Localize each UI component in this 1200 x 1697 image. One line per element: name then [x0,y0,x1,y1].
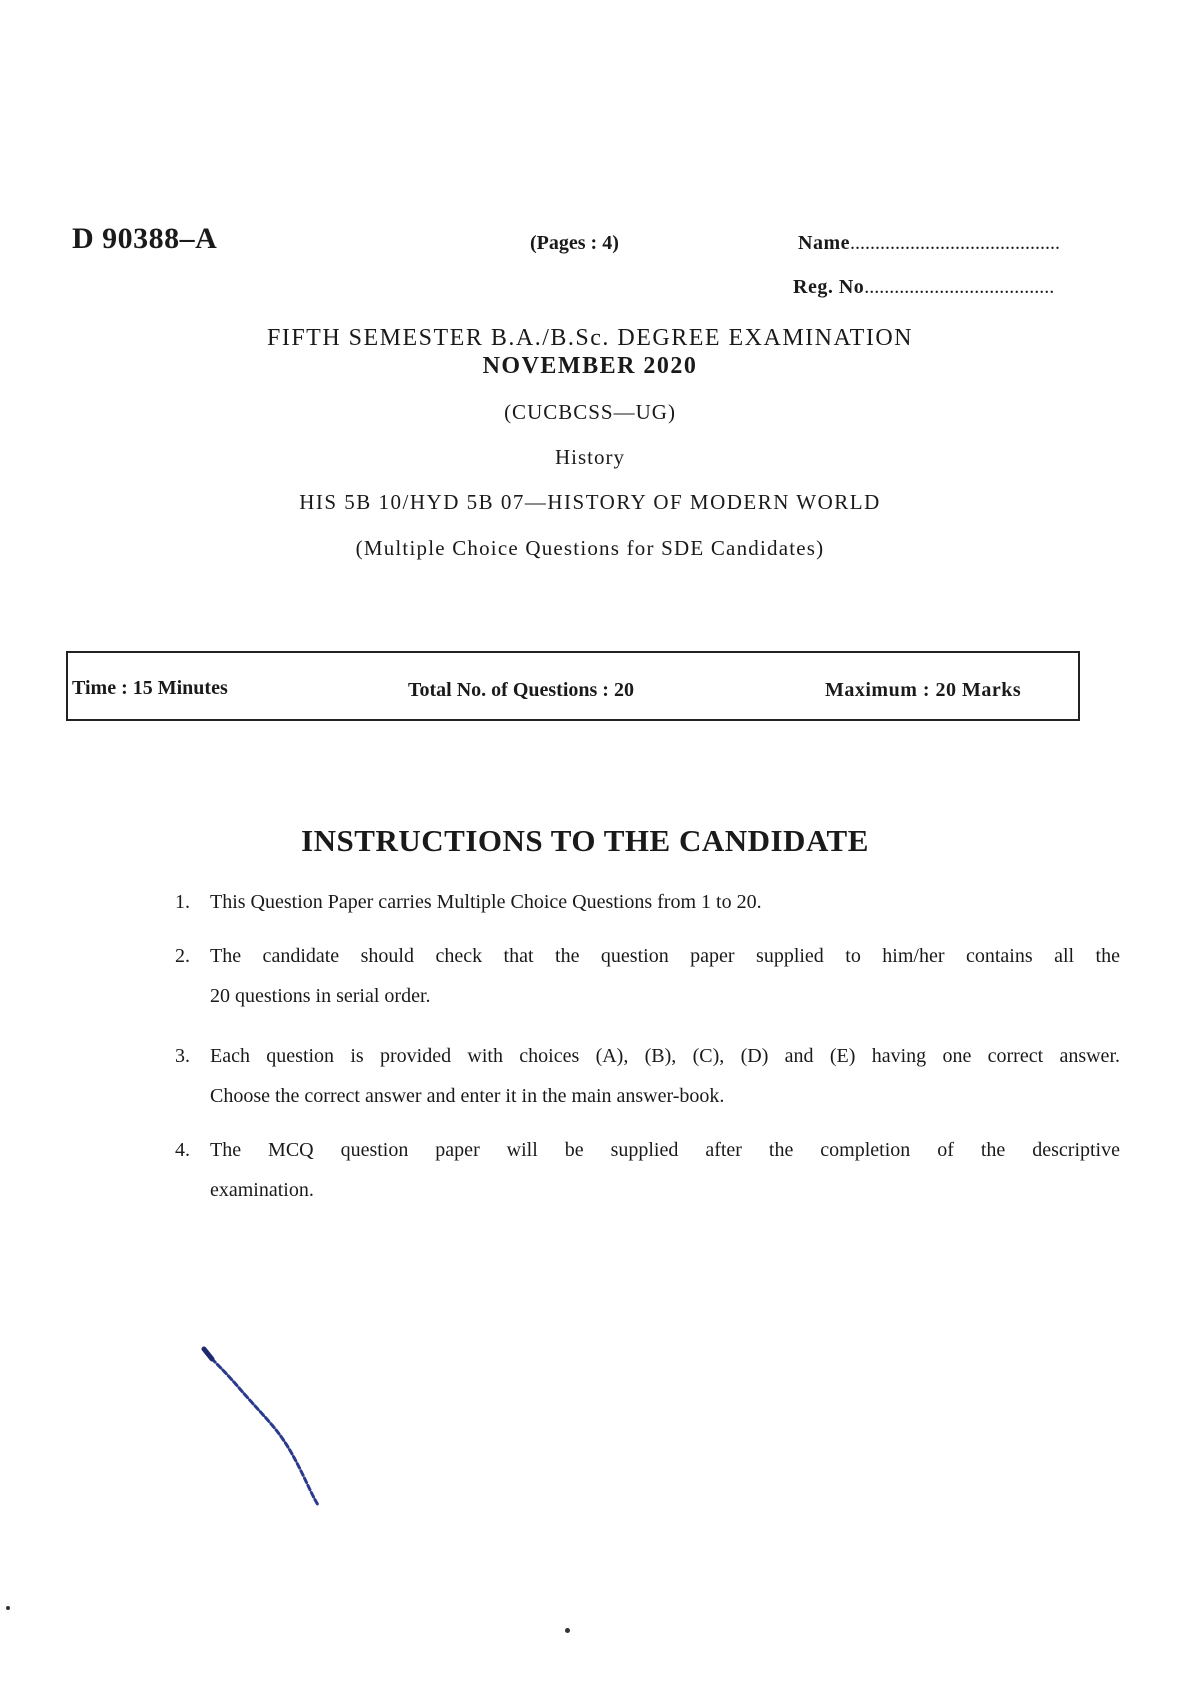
exam-title: FIFTH SEMESTER B.A./B.Sc. DEGREE EXAMINATION [266,325,913,351]
paper-title: HIS 5B 10/HYD 5B 07—HISTORY OF MODERN WORLD [299,490,881,514]
name-label: Name [798,232,850,254]
instruction-number: 1. [175,891,190,913]
instruction-text [210,936,1120,1016]
instruction-text [210,1036,1120,1116]
instruction-number: 4. [175,1139,190,1161]
instruction-line: Each question is provided with choices (A), (B), (C), (D) and (E) having one correct answer. [210,1045,1120,1067]
instruction-line: The candidate should check that the question paper supplied to him/her contains all the [210,945,1120,967]
exam-month: NOVEMBER 2020 [482,353,698,379]
instruction-line: 20 questions in serial order. [210,985,431,1007]
instructions-heading: INSTRUCTIONS TO THE CANDIDATE [301,823,869,858]
reg-no-field [793,276,1054,299]
instruction-line: The MCQ question paper will be supplied after the completion of the descriptive [210,1139,1120,1161]
instruction-text [210,882,1120,922]
instruction-number: 2. [175,945,190,967]
page-count: (Pages : 4) [530,232,619,254]
name-blank: .......................................... [849,232,1060,254]
pen-scribble [200,1345,330,1515]
instruction-text [210,1130,1120,1210]
scan-speck [6,1606,10,1610]
total-questions: Total No. of Questions : 20 [408,679,634,701]
reg-no-blank: ...................................... [864,276,1055,298]
paper-note: (Multiple Choice Questions for SDE Candidates) [355,536,825,560]
time-allowed: Time : 15 Minutes [72,677,228,699]
instruction-line: examination. [210,1179,314,1201]
instruction-line: Choose the correct answer and enter it in the main answer-book. [210,1085,725,1107]
name-field [798,232,1060,255]
exam-scheme: (CUCBCSS—UG) [504,400,676,424]
maximum-marks: Maximum : 20 Marks [825,679,1022,701]
instruction-line: This Question Paper carries Multiple Choice Questions from 1 to 20. [210,891,762,913]
scan-speck [565,1628,570,1633]
paper-code: D 90388–A [72,222,218,255]
reg-no-label: Reg. No [793,276,865,298]
exam-subject: History [555,445,625,469]
instruction-number: 3. [175,1045,190,1067]
